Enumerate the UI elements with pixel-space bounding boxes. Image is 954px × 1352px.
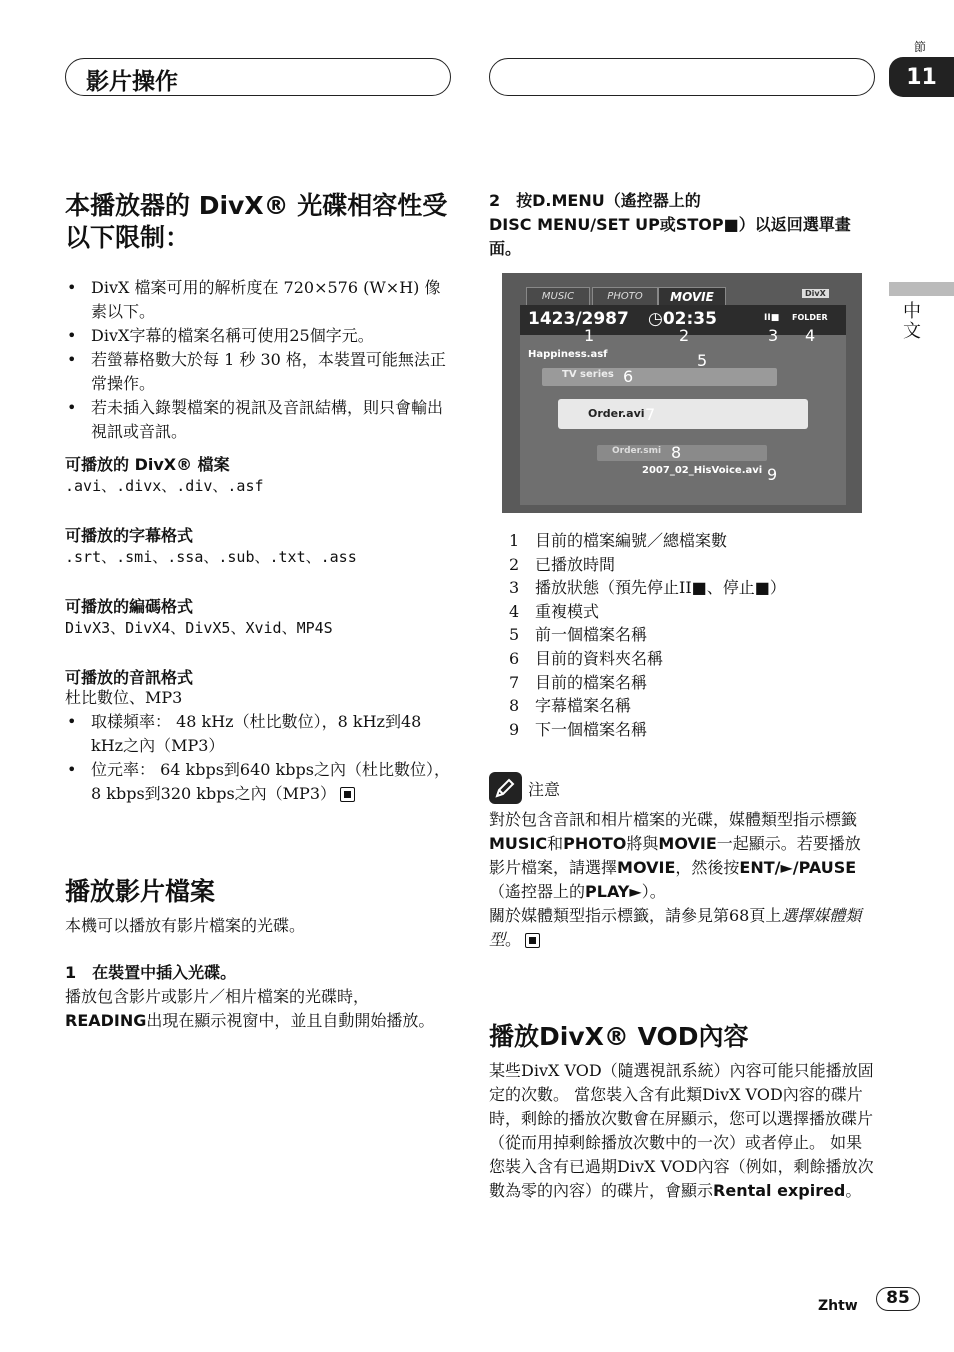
tab-movie: MOVIE	[658, 287, 726, 306]
clock-icon: ◷	[648, 309, 663, 329]
audio-value: 杜比數位、MP3	[65, 688, 183, 707]
page-number: 85	[876, 1287, 920, 1311]
list-item: 9 下一個檔案名稱	[509, 719, 648, 739]
section-vod-title: 播放DivX® VOD內容	[489, 1022, 749, 1051]
step2-line2: DISC MENU/SET UP或STOP■）以返回選單畫面。	[489, 215, 851, 258]
section-header-right	[489, 58, 875, 96]
audio-block	[65, 686, 450, 806]
audio-bullets	[65, 710, 450, 806]
section-header-left	[65, 58, 451, 96]
screen-legend	[509, 529, 869, 741]
menu-screen-image	[502, 273, 862, 513]
subtitle-file-name: Order.smi	[612, 446, 662, 456]
folder-name: TV series	[562, 369, 614, 380]
codec-heading: 可播放的編碼格式	[65, 597, 194, 616]
list-item: • 位元率： 64 kbps到640 kbps之內（杜比數位），8 kbps到320 kbps之內（MP3）	[65, 758, 450, 806]
list-item: 1 目前的檔案編號／總檔案數	[509, 531, 728, 550]
play-status: II■	[764, 313, 780, 323]
list-item: 6 目前的資料夾名稱	[509, 648, 664, 668]
audio-heading: 可播放的音訊格式	[65, 668, 194, 687]
chapter-number: 11	[889, 57, 954, 97]
subs-heading: 可播放的字幕格式	[65, 526, 194, 545]
list-item: • 若螢幕格數大於每 1 秒 30 格，本裝置可能無法正常操作。	[65, 348, 450, 396]
step1-body: 播放包含影片或影片／相片檔案的光碟時，READING出現在顯示視窗中，並且自動開始播放。	[65, 987, 435, 1030]
end-mark-icon	[340, 787, 355, 802]
play-intro: 本機可以播放有影片檔案的光碟。	[65, 916, 306, 935]
list-item: • DivX字幕的檔案名稱可使用25個字元。	[65, 324, 450, 348]
end-mark-icon	[525, 933, 540, 948]
next-file-name: 2007_02_HisVoice.avi	[642, 465, 763, 476]
note-heading: 注意	[528, 780, 561, 799]
file-counter: 1423/2987	[528, 309, 629, 329]
list-item: 5 前一個檔案名稱	[509, 625, 648, 645]
callout-5: 5	[697, 351, 708, 370]
tab-photo: PHOTO	[592, 287, 658, 306]
list-item: • DivX 檔案可用的解析度在 720×576 (W×H) 像素以下。	[65, 276, 450, 324]
divx-badge: DivX	[802, 289, 829, 298]
note-pencil-icon	[489, 772, 522, 804]
section-compat	[65, 190, 450, 444]
current-file-name: Order.avi	[588, 407, 645, 420]
tab-music: MUSIC	[526, 287, 590, 306]
callout-1: 1	[584, 326, 595, 345]
list-item: 8 字幕檔案名稱	[509, 696, 632, 716]
codec-value: DivX3、DivX4、DivX5、Xvid、MP4S	[65, 619, 333, 637]
cross-reference-link: 選擇媒體類型	[489, 906, 862, 949]
elapsed-time: ◷02:35	[648, 309, 717, 329]
section-compat-title: 本播放器的 DivX® 光碟相容性受以下限制：	[65, 191, 448, 252]
step1-heading: 1 在裝置中插入光碟。	[65, 963, 237, 982]
callout-9: 9	[767, 465, 778, 484]
section-play-video	[65, 876, 450, 1033]
step2	[489, 189, 869, 261]
files-heading: 可播放的 DivX® 檔案	[65, 455, 230, 474]
callout-3: 3	[768, 326, 779, 345]
subs-value: .srt、.smi、.ssa、.sub、.txt、.ass	[65, 548, 357, 566]
list-item: 3 播放狀態（預先停止II■、停止■）	[509, 578, 786, 598]
list-item: • 若未插入錄製檔案的視訊及音訊結構，則只會輸出視訊或音訊。	[65, 396, 450, 444]
chapter-label: 節	[914, 40, 927, 54]
step2-line1: 2 按D.MENU（遙控器上的	[489, 191, 701, 210]
list-item: 4 重複模式	[509, 601, 600, 621]
callout-8: 8	[671, 443, 682, 462]
note-body-2: 關於媒體類型指示標籤，請參見第68頁上選擇媒體類型。	[489, 906, 862, 949]
list-item: • 取樣頻率： 48 kHz（杜比數位），8 kHz到48 kHz之內（MP3）	[65, 710, 450, 758]
section-play-title: 播放影片檔案	[65, 877, 216, 906]
list-item: 7 目前的檔案名稱	[509, 672, 648, 692]
callout-2: 2	[679, 326, 690, 345]
footer-language: Zhtw	[818, 1298, 858, 1314]
language-tab-bar	[889, 282, 954, 296]
files-value: .avi、.divx、.div、.asf	[65, 477, 264, 495]
section-title: 影片操作	[86, 69, 178, 95]
callout-4: 4	[805, 326, 816, 345]
prev-file-name: Happiness.asf	[528, 349, 608, 360]
note-body: 對於包含音訊和相片檔案的光碟，媒體類型指示標籤MUSIC和PHOTO將與MOVIE一起顯示。若要播放影片檔案，請選擇MOVIE，然後按ENT/►/PAUSE（遙控器上的PLAY►）。	[489, 810, 861, 901]
callout-6: 6	[623, 367, 634, 386]
section-divx-vod	[489, 1021, 874, 1203]
compat-bullets	[65, 276, 450, 444]
repeat-mode: FOLDER	[792, 313, 828, 322]
vod-body: 某些DivX VOD（隨選視訊系統）內容可能只能播放固定的次數。 當您裝入含有此類DivX VOD內容的碟片時，剩餘的播放次數會在屏顯示，您可以選擇播放碟片（從而用掉剩餘播放次數中的一次）或者停止。 如果您裝入含有已過期DivX VOD內容（例如，剩餘播放次數為零的內容）的碟片，會顯示Rental expired。	[489, 1061, 874, 1200]
language-tab: 中文	[903, 301, 921, 342]
list-item: 2 已播放時間	[509, 554, 616, 574]
callout-7: 7	[645, 405, 656, 424]
